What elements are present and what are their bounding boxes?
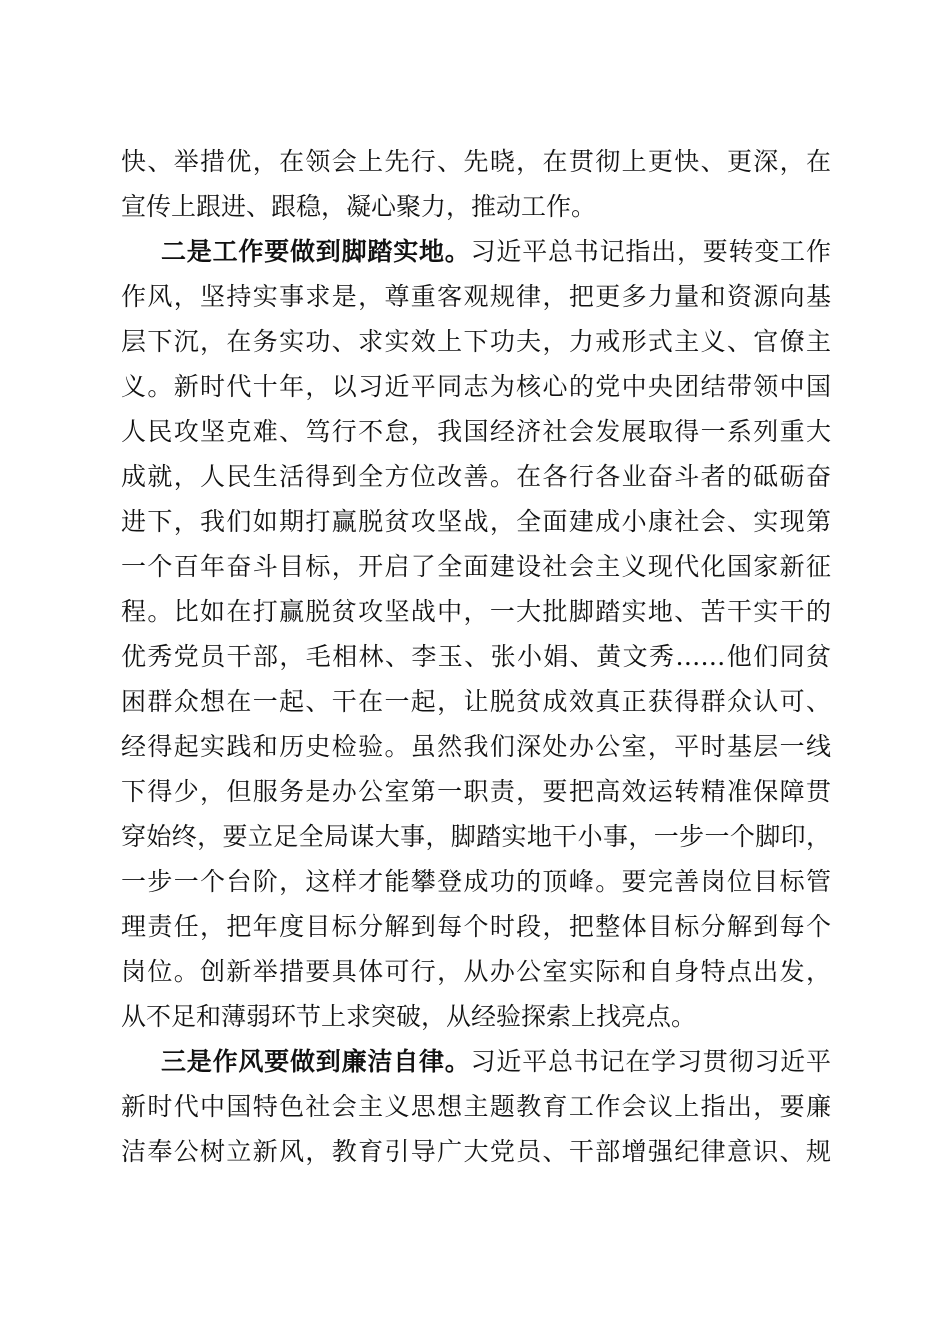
paragraph-line: 穿始终，要立足全局谋大事，脚踏实地干小事，一步一个脚印， [121, 822, 831, 851]
paragraph-line: 一个百年奋斗目标，开启了全面建设社会主义现代化国家新征 [121, 552, 831, 581]
paragraph-line: 困群众想在一起、干在一起，让脱贫成效真正获得群众认可、 [121, 687, 831, 716]
paragraph-line: 一步一个台阶，这样才能攀登成功的顶峰。要完善岗位目标管 [121, 867, 831, 896]
paragraph-heading-line [161, 1047, 831, 1077]
paragraph-line: 经得起实践和历史检验。虽然我们深处办公室，平时基层一线 [121, 732, 831, 761]
paragraph-line: 洁奉公树立新风，教育引导广大党员、干部增强纪律意识、规 [121, 1137, 831, 1166]
paragraph-line: 程。比如在打赢脱贫攻坚战中，一大批脚踏实地、苦干实干的 [121, 597, 831, 626]
paragraph-line: 新时代中国特色社会主义思想主题教育工作会议上指出，要廉 [121, 1092, 831, 1121]
paragraph-heading: 三是作风要做到廉洁自律。 [161, 1047, 471, 1076]
paragraph-line: 优秀党员干部，毛相林、李玉、张小娟、黄文秀……他们同贫 [121, 642, 831, 671]
paragraph-line: 作风，坚持实事求是，尊重客观规律，把更多力量和资源向基 [121, 282, 831, 311]
paragraph-line-text: 习近平总书记指出，要转变工作 [470, 237, 831, 266]
paragraph-heading: 二是工作要做到脚踏实地。 [161, 237, 471, 266]
paragraph-line: 从不足和薄弱环节上求突破，从经验探索上找亮点。 [121, 1002, 697, 1031]
paragraph-line: 成就，人民生活得到全方位改善。在各行各业奋斗者的砥砺奋 [121, 462, 831, 491]
paragraph-line: 进下，我们如期打赢脱贫攻坚战，全面建成小康社会、实现第 [121, 507, 831, 536]
paragraph-line: 层下沉，在务实功、求实效上下功夫，力戒形式主义、官僚主 [121, 327, 831, 356]
paragraph-line: 义。新时代十年，以习近平同志为核心的党中央团结带领中国 [121, 372, 831, 401]
paragraph-line: 宣传上跟进、跟稳，凝心聚力，推动工作。 [121, 192, 597, 221]
paragraph-line: 快、举措优，在领会上先行、先晓，在贯彻上更快、更深，在 [121, 147, 831, 176]
paragraph-line: 下得少，但服务是办公室第一职责，要把高效运转精准保障贯 [121, 777, 831, 806]
paragraph-line-text: 习近平总书记在学习贯彻习近平 [470, 1047, 831, 1076]
paragraph-line: 理责任，把年度目标分解到每个时段，把整体目标分解到每个 [121, 912, 831, 941]
paragraph-line: 岗位。创新举措要具体可行，从办公室实际和自身特点出发， [121, 957, 831, 986]
paragraph-line: 人民攻坚克难、笃行不怠，我国经济社会发展取得一系列重大 [121, 417, 831, 446]
paragraph-heading-line [161, 237, 831, 267]
